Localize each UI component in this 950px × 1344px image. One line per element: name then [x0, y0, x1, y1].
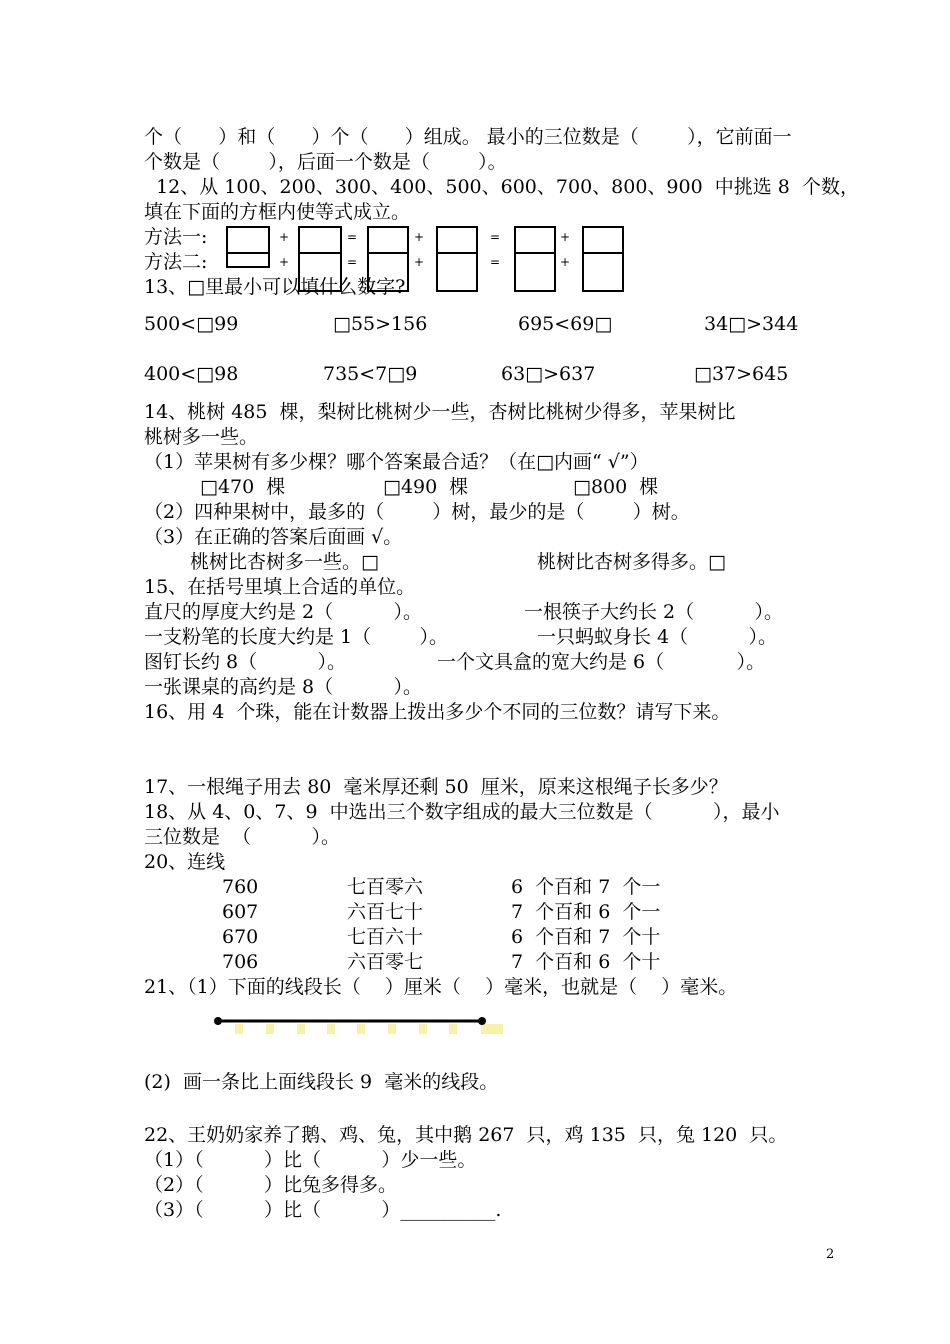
option-490[interactable]: □490 棵: [383, 476, 469, 498]
plus-sign: +: [414, 255, 425, 269]
match-place[interactable]: 6 个百和 7 个十: [511, 926, 661, 948]
line-segment-figure: [205, 1008, 505, 1038]
equals-sign: =: [347, 255, 358, 269]
q13-title: 13、□里最小可以填什么数字?: [144, 276, 406, 298]
plus-sign: +: [414, 230, 425, 244]
plus-sign: +: [279, 255, 290, 269]
q13-item: 400<□98: [144, 363, 239, 385]
choice-more-much[interactable]: 桃树比杏树多得多。□: [537, 551, 726, 573]
q14-line1: 14、桃树 485 棵，梨树比桃树少一些，杏树比桃树少得多，苹果树比: [144, 401, 736, 423]
q13-item: 34□>344: [704, 313, 799, 335]
q22-sub1: （1）（ ）比（ ）少一些。: [144, 1149, 477, 1171]
answer-box-5[interactable]: [514, 226, 556, 292]
equals-sign: =: [347, 230, 358, 244]
q21-line2: (2) 画一条比上面线段长 9 毫米的线段。: [144, 1071, 499, 1093]
answer-box-4[interactable]: [436, 226, 478, 292]
q20-title: 20、连线: [144, 851, 226, 873]
match-word[interactable]: 七百六十: [347, 926, 424, 948]
q13-item: 695<69□: [518, 313, 613, 335]
q21-line1: 21、（1）下面的线段长（ ）厘米（ ）毫米，也就是（ ）毫米。: [144, 976, 738, 998]
box-divider: [367, 252, 409, 254]
match-place[interactable]: 7 个百和 6 个十: [511, 951, 661, 973]
q13-item: 500<□99: [144, 313, 239, 335]
q14-line2: 桃树多一些。: [144, 426, 259, 448]
q18-line2: 三位数是 （ ）。: [144, 826, 340, 848]
plus-sign: +: [560, 230, 571, 244]
match-word[interactable]: 六百七十: [347, 901, 424, 923]
box-divider: [436, 252, 478, 254]
q15-title: 15、在括号里填上合适的单位。: [144, 576, 416, 598]
match-word[interactable]: 七百零六: [347, 876, 424, 898]
q14-sub1: （1）苹果树有多少棵？哪个答案最合适？（在□内画“ √”）: [144, 451, 649, 473]
q14-sub3: （3）在正确的答案后面画 √。: [144, 526, 403, 548]
box-divider: [226, 252, 270, 254]
q14-sub2: （2）四种果树中，最多的（ ）树，最少的是（ ）树。: [144, 501, 690, 523]
plus-sign: +: [279, 230, 290, 244]
q13-item: 735<7□9: [323, 363, 418, 385]
plus-sign: +: [560, 255, 571, 269]
segment-endpoint: [478, 1017, 486, 1025]
q11-line2: 个数是（ ），后面一个数是（ ）。: [144, 151, 507, 173]
q22-sub2: （2）（ ）比兔多得多。: [144, 1174, 397, 1196]
match-word[interactable]: 六百零七: [347, 951, 424, 973]
q11-line1: 个（ ）和（ ）个（ ）组成。 最小的三位数是（ ），它前面一: [144, 126, 792, 148]
match-number[interactable]: 607: [222, 901, 259, 923]
q13-item: □37>645: [694, 363, 789, 385]
q15-row2a: 一支粉笔的长度大约是 1（ ）。: [144, 626, 448, 648]
ruler-ticks: [235, 1024, 503, 1034]
q12-line1: 12、从 100、200、300、400、500、600、700、800、900 中挑选 8 个数，: [144, 176, 859, 198]
q22-line1: 22、王奶奶家养了鹅、鸡、兔，其中鹅 267 只，鸡 135 只，兔 120 只。: [144, 1124, 788, 1146]
q15-row2b: 一只蚂蚁身长 4（ ）。: [537, 626, 778, 648]
match-number[interactable]: 670: [222, 926, 259, 948]
q15-row1a: 直尺的厚度大约是 2（ ）。: [144, 601, 423, 623]
match-place[interactable]: 7 个百和 6 个一: [511, 901, 661, 923]
q15-row1b: 一根筷子大约长 2（ ）。: [524, 601, 784, 623]
box-divider: [298, 252, 342, 254]
method2-label: 方法二:: [144, 251, 208, 273]
q15-row3b: 一个文具盒的宽大约是 6（ ）。: [437, 651, 766, 673]
match-number[interactable]: 706: [222, 951, 259, 973]
box-divider: [514, 252, 556, 254]
equals-sign: =: [490, 255, 501, 269]
box-divider: [582, 252, 624, 254]
answer-box-6[interactable]: [582, 226, 624, 292]
choice-more-some[interactable]: 桃树比杏树多一些。□: [190, 551, 379, 573]
q12-line2: 填在下面的方框内使等式成立。: [144, 201, 411, 223]
q22-sub3: （3）（ ）比（ ）__________.: [144, 1199, 502, 1221]
answer-box-1[interactable]: [226, 226, 270, 268]
option-470[interactable]: □470 棵: [200, 476, 286, 498]
method1-label: 方法一:: [144, 226, 208, 248]
q15-row4: 一张课桌的高约是 8（ ）。: [144, 676, 423, 698]
match-number[interactable]: 760: [222, 876, 259, 898]
option-800[interactable]: □800 棵: [573, 476, 659, 498]
match-place[interactable]: 6 个百和 7 个一: [511, 876, 661, 898]
q16-text: 16、用 4 个珠，能在计数器上拨出多少个不同的三位数？请写下来。: [144, 701, 731, 723]
q13-item: 63□>637: [501, 363, 596, 385]
segment-endpoint: [214, 1017, 222, 1025]
q15-row3a: 图钉长约 8（ ）。: [144, 651, 347, 673]
q17-text: 17、一根绳子用去 80 毫米厚还剩 50 厘米，原来这根绳子长多少？: [144, 776, 728, 798]
page-number: 2: [826, 1247, 835, 1262]
q18-line1: 18、从 4、0、7、9 中选出三个数字组成的最大三位数是（ ），最小: [144, 801, 780, 823]
equals-sign: =: [490, 230, 501, 244]
q13-item: □55>156: [333, 313, 428, 335]
